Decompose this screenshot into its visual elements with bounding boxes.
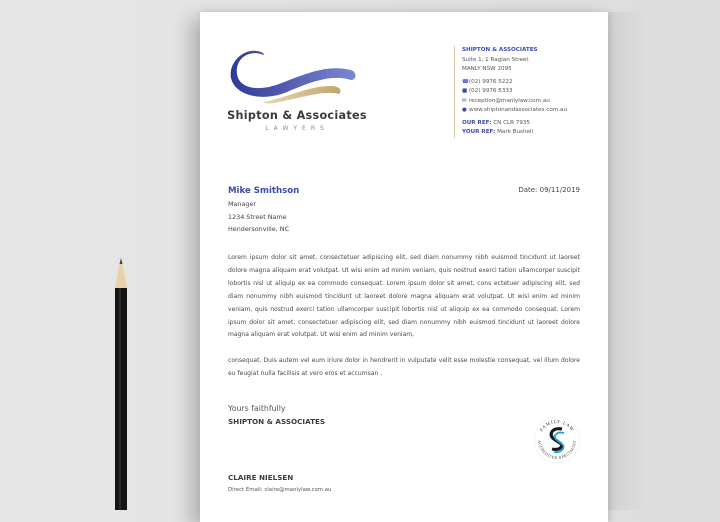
email-icon: ✉ [462,97,467,104]
our-ref-value: CN CLR 7935 [493,119,531,126]
badge-bottom-text: ACCREDITED SPECIALIST [536,440,578,461]
pencil-icon [110,258,132,510]
fax-number: (02) 9976 5333 [469,88,513,94]
contact-email [462,97,612,107]
recipient-name: Mike Smithson [228,186,300,196]
phone-icon: ☎ [462,78,469,85]
pencil-prop [110,258,132,510]
contact-web [462,106,612,116]
recipient-title: Manager [228,200,257,208]
closing-salutation: Yours faithfully [228,404,286,413]
contact-phone [462,78,612,88]
contact-fax [462,87,612,97]
badge-top-text: FAMILY LAW [538,418,576,433]
logo-firm-name: Shipton & Associates [227,109,367,122]
your-ref-value: Mark Bushell [497,129,534,135]
phone-number: (02) 9976 5222 [469,78,513,85]
family-law-badge-icon [532,415,582,465]
signer-email: Direct Email: claire@manlylaw.com.au [228,487,332,493]
wave-logo-icon [227,46,367,110]
fax-icon: ■ [462,88,468,94]
body-paragraph-2: consequat. Duis autem vel eum iriure dolor in hendrerit in vulputate velit esse molestie consequat, vel illum dolore eu feugiat nulla facilisis at vero eros et accumsan . [228,357,580,378]
our-ref-label: OUR REF: [462,119,492,126]
signer-block [228,472,331,496]
recipient-street: 1234 Street Name [228,212,287,221]
letter-body [228,252,580,394]
contact-block [454,46,612,138]
recipient-city: Hendersonville, NC [228,225,290,233]
your-ref-label: YOUR REF: [462,129,496,135]
contact-address-line1: Suite 1, 1 Raglan Street [462,56,529,63]
website-link[interactable]: www.shiptonandassociates.com.au [469,107,567,113]
recipient-block [228,185,299,236]
page-shadow [608,12,648,510]
email-address[interactable]: reception@manlylaw.com.au [469,97,550,104]
firm-logo [227,46,367,132]
contact-firm-name: SHIPTON & ASSOCIATES [462,47,538,53]
our-ref [462,119,612,129]
letterhead-page [200,12,608,522]
body-paragraph-1: Lorem ipsum dolor sit amet, consectetuer adipiscing elit, sed diam nonummy nibh euismod tincidunt ut laoreet dolore magna aliquam erat volutpat. Ut wisi enim ad minim veniam, quis nostrud exerci tation ullamcorper suscipit lobortis nisl ut aliquip ex ea commodo consequat. Lorem ipsum dolor sit amet, cons ectetuer adipiscing elit, sed diam nonummy nibh euismod tincidunt ut laoreet dolore magna aliquam erat volutpat. Ut wisi enim ad minim veniam, quis nostrud exerci tation ullamcorper suscipit lobortis nisl ut aliquip ex ea commodo consequat. Lorem ipsum dolor sit amet, consectetuer adipiscing elit, sed diam nonummy nibh euismod tincidunt ut laoreet dolore magna aliquam erat volutpat. Ut wisi enim ad minim veniam, [228,254,580,339]
signer-name: CLAIRE NIELSEN [228,473,294,482]
logo-tagline: LAWYERS [265,125,329,132]
letter-date: Date: 09/11/2019 [518,186,580,194]
accreditation-badge [532,415,582,465]
closing-firm: SHIPTON & ASSOCIATES [228,417,326,426]
web-icon: ● [462,107,467,113]
contact-address-line2: MANLY NSW 2095 [462,66,512,72]
closing-block [228,402,325,428]
your-ref [462,128,612,138]
